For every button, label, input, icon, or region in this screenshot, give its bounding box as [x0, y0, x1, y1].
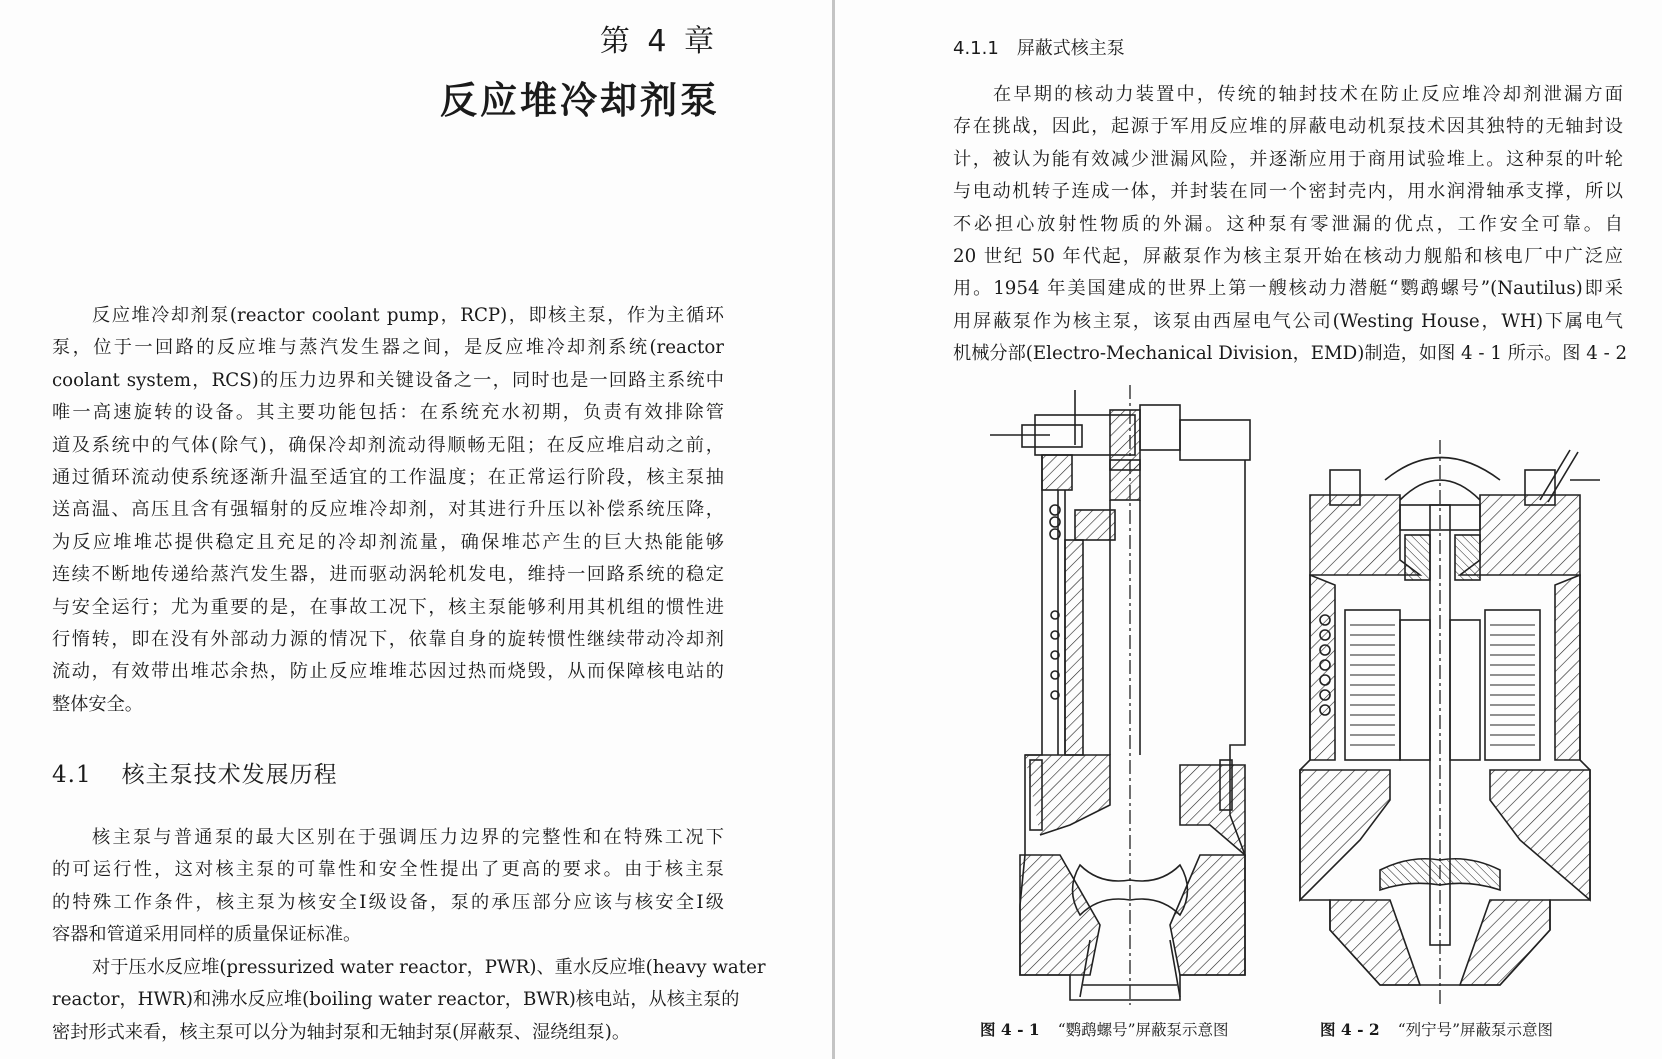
subsection-number: 4.1.1	[953, 38, 999, 59]
text-line: 在早期的核动力装置中，传统的轴封技术在防止反应堆冷却剂泄漏方面	[993, 84, 1623, 105]
figure-4-2-lenin-pump-diagram	[1290, 440, 1600, 1005]
figure-number: 图 4 - 1	[980, 1020, 1040, 1039]
text-line: 与电动机转子连成一体，并封装在同一个密封壳内，用水润滑轴承支撑，所以	[953, 181, 1623, 203]
text-line: reactor，HWR)和沸水反应堆(boiling water reactor，BWR)核电站，从核主泵的	[52, 989, 740, 1011]
text-line: 核主泵与普通泵的最大区别在于强调压力边界的完整性和在特殊工况下	[92, 827, 724, 848]
section-title: 核主泵技术发展历程	[121, 762, 338, 788]
text-line: 的特殊工作条件，核主泵为核安全Ⅰ级设备，泵的承压部分应该与核安全Ⅰ级	[52, 891, 724, 913]
figure-4-1-caption	[980, 1018, 1229, 1040]
chapter-title: 反应堆冷却剂泵	[440, 79, 720, 122]
figure-4-2-caption	[1320, 1018, 1553, 1040]
text-line: 与安全运行；尤为重要的是，在事故工况下，核主泵能够利用其机组的惯性进	[52, 596, 724, 618]
text-line: 反应堆冷却剂泵(reactor coolant pump，RCP)，即核主泵，作为主循环	[92, 305, 724, 326]
text-line: 不必担心放射性物质的外漏。这种泵有零泄漏的优点，工作安全可靠。自	[953, 213, 1623, 235]
text-line: 行惰转，即在没有外部动力源的情况下，依靠自身的旋转惯性继续带动冷却剂	[52, 629, 724, 651]
text-line: 用。1954 年美国建成的世界上第一艘核动力潜艇“鹦鹉螺号”(Nautilus)即采	[953, 278, 1623, 300]
chapter-number: 第 4 章	[599, 24, 718, 59]
text-line: 对于压水反应堆(pressurized water reactor，PWR)、重水反应堆(heavy water	[92, 957, 766, 978]
text-line: 存在挑战，因此，起源于军用反应堆的屏蔽电动机泵技术因其独特的无轴封设	[953, 116, 1623, 138]
subsection-heading	[953, 34, 1125, 60]
text-line: coolant system，RCS)的压力边界和关键设备之一，同时也是一回路主系统中	[52, 369, 724, 391]
text-line: 的可运行性，这对核主泵的可靠性和安全性提出了更高的要求。由于核主泵	[52, 859, 724, 881]
figure-caption-text: “列宁号”屏蔽泵示意图	[1397, 1021, 1554, 1039]
text-line: 送高温、高压且含有强辐射的反应堆冷却剂，对其进行升压以补偿系统压降，	[52, 499, 724, 521]
section-paragraph-2	[52, 952, 766, 1049]
text-line: 机械分部(Electro-Mechanical Division，EMD)制造，如图 4 - 1 所示。图 4 - 2	[953, 343, 1628, 365]
text-line: 通过循环流动使系统逐渐升温至适宜的工作温度；在正常运行阶段，核主泵抽	[52, 467, 724, 489]
section-heading	[52, 756, 338, 789]
page-divider	[832, 0, 835, 1059]
text-line: 泵，位于一回路的反应堆与蒸汽发生器之间，是反应堆冷却剂系统(reactor	[52, 337, 724, 359]
text-line: 流动，有效带出堆芯余热，防止反应堆堆芯因过热而烧毁，从而保障核电站的	[52, 661, 724, 683]
intro-paragraph	[52, 300, 724, 721]
figure-caption-text: “鹦鹉螺号”屏蔽泵示意图	[1057, 1021, 1229, 1039]
text-line: 20 世纪 50 年代起，屏蔽泵作为核主泵开始在核动力舰船和核电厂中广泛应	[953, 246, 1623, 268]
figure-number: 图 4 - 2	[1320, 1020, 1380, 1039]
section-number: 4.1	[52, 762, 92, 788]
text-line: 密封形式来看，核主泵可以分为轴封泵和无轴封泵(屏蔽泵、湿绕组泵)。	[52, 1021, 631, 1043]
text-line: 整体安全。	[52, 693, 143, 715]
text-line: 连续不断地传递给蒸汽发生器，进而驱动涡轮机发电，维持一回路系统的稳定	[52, 564, 724, 586]
figure-4-1-nautilus-pump-diagram	[980, 385, 1260, 1005]
text-line: 道及系统中的气体(除气)，确保冷却剂流动得顺畅无阻；在反应堆启动之前，	[52, 434, 724, 456]
text-line: 为反应堆堆芯提供稳定且充足的冷却剂流量，确保堆芯产生的巨大热能能够	[52, 531, 724, 553]
subsection-title: 屏蔽式核主泵	[1016, 38, 1125, 59]
text-line: 容器和管道采用同样的质量保证标准。	[52, 924, 362, 946]
section-paragraph-1	[52, 822, 724, 952]
text-line: 唯一高速旋转的设备。其主要功能包括：在系统充水初期，负责有效排除管	[52, 402, 724, 424]
subsection-paragraph	[953, 79, 1628, 371]
text-line: 计，被认为能有效减少泄漏风险，并逐渐应用于商用试验堆上。这种泵的叶轮	[953, 148, 1623, 170]
text-line: 用屏蔽泵作为核主泵，该泵由西屋电气公司(Westing House，WH)下属电气	[953, 310, 1623, 332]
